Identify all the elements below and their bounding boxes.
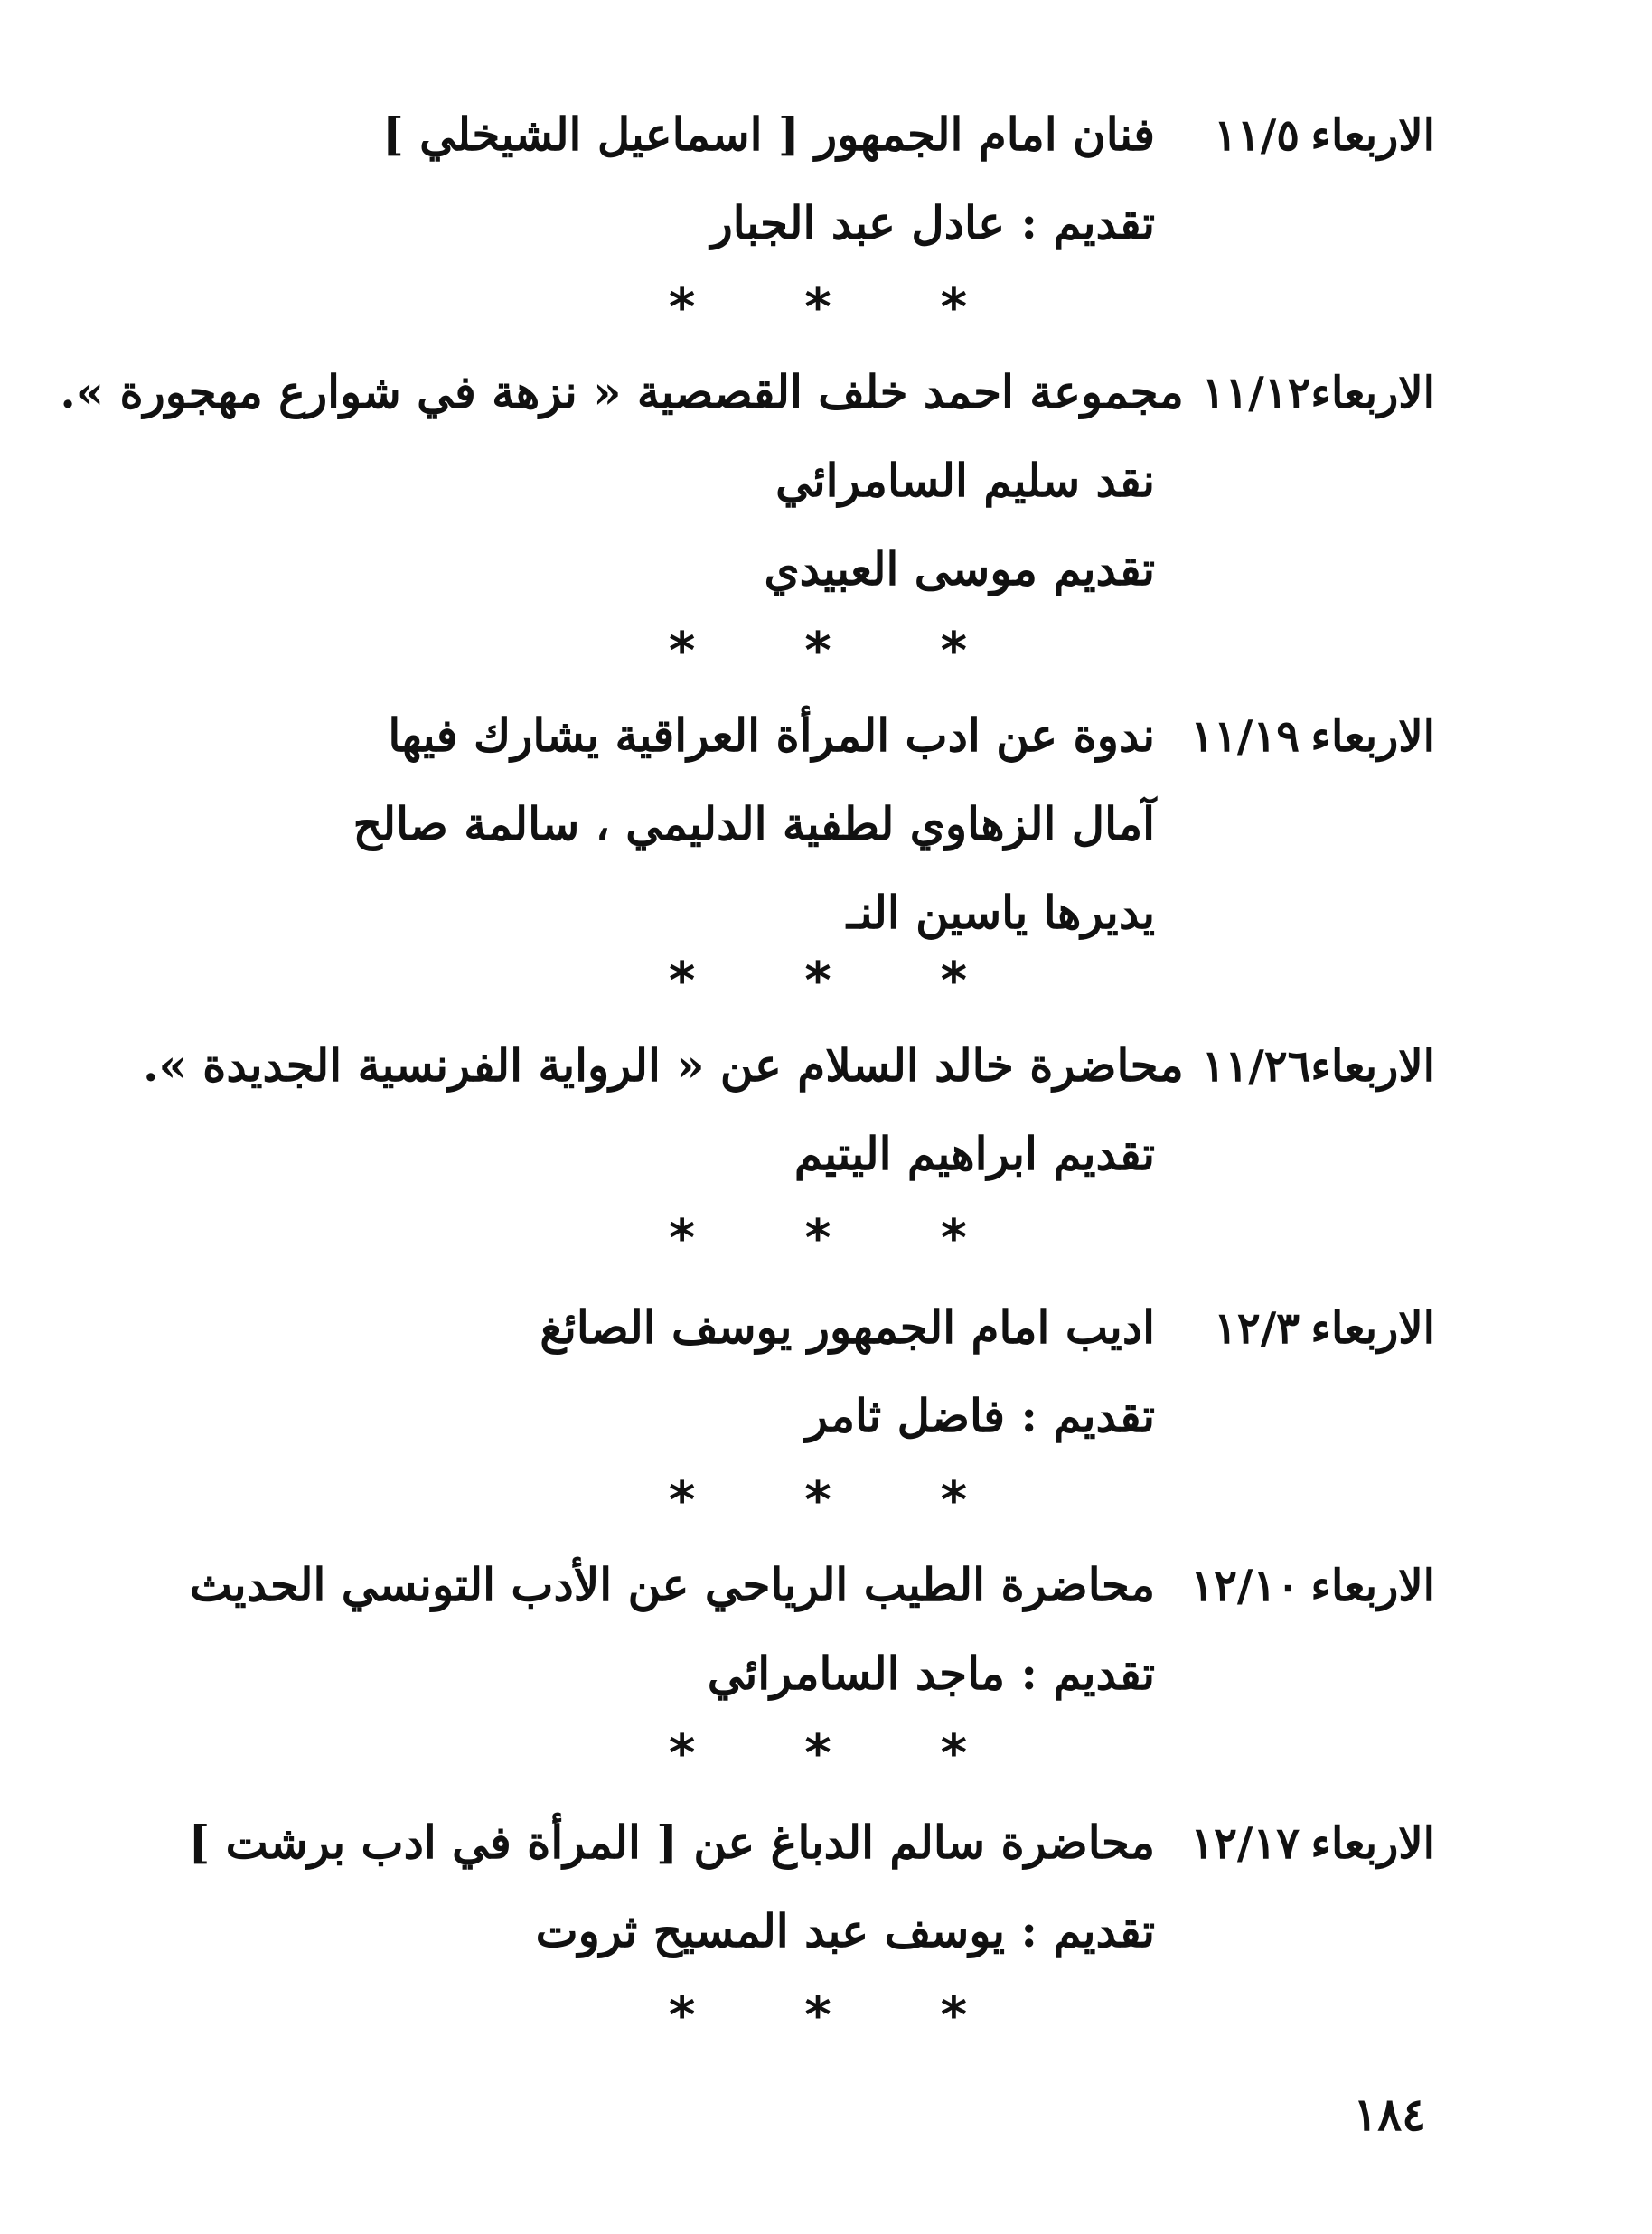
asterisk-divider (669, 1979, 967, 2051)
entry-day: الاربعاء (1310, 1041, 1435, 1092)
entry-title: محاضرة سالم الدباغ عن [ المرأة في ادب برشت ] (188, 1816, 1155, 1869)
asterisk-divider (669, 1202, 967, 1274)
entry-title: محاضرة الطيب الرياحي عن الأدب التونسي الحديث (189, 1558, 1155, 1611)
asterisk-icon: * (804, 1723, 831, 1783)
entry-detail-line: آمال الزهاوي لطفية الدليمي ، سالمة صالح (352, 797, 1155, 850)
asterisk-icon: * (940, 1208, 967, 1268)
schedule-entry-2 (60, 348, 1435, 614)
entry-heading-line (170, 1283, 1435, 1372)
entry-date: ١١/٥ (1214, 110, 1300, 161)
asterisk-icon: * (940, 621, 967, 681)
entry-date: ١١/١٩ (1190, 711, 1300, 762)
entry-day: الاربعاء (1310, 1818, 1435, 1869)
entry-title: مجموعة احمد خلف القصصية « نزهة في شوارع مهجورة ». (60, 365, 1184, 418)
entry-heading-line (143, 1021, 1435, 1110)
entry-detail-line: تقديم ابراهيم اليتيم (793, 1127, 1155, 1180)
asterisk-icon: * (669, 1985, 696, 2045)
asterisk-icon: * (669, 277, 696, 337)
asterisk-icon: * (669, 621, 696, 681)
asterisk-icon: * (940, 951, 967, 1010)
entry-detail-line: تقديم : يوسف عبد المسيح ثروت (535, 1904, 1155, 1957)
asterisk-divider (669, 1464, 967, 1536)
schedule-entry-1 (170, 90, 1435, 268)
asterisk-divider (669, 615, 967, 687)
entry-detail-line: تقديم : عادل عبد الجبار (710, 196, 1155, 249)
asterisk-icon: * (804, 1985, 831, 2045)
entry-detail-line: تقديم : ماجد السامرائي (707, 1647, 1155, 1700)
entry-heading-line (170, 90, 1435, 179)
schedule-entry-4 (143, 1021, 1435, 1198)
entry-heading-line (60, 348, 1435, 436)
entry-title: ندوة عن ادب المرأة العراقية يشارك فيها (388, 709, 1155, 762)
entry-title: محاضرة خالد السلام عن « الرواية الفرنسية الجديدة ». (143, 1038, 1184, 1092)
asterisk-icon: * (940, 1470, 967, 1530)
entry-detail-line: يديرها ياسين النـ (846, 886, 1155, 939)
page-number: ١٨٤ (1353, 2088, 1426, 2141)
entry-heading-line (170, 1798, 1435, 1887)
schedule-entry-3 (170, 691, 1435, 957)
entry-date: ١٢/٣ (1214, 1303, 1300, 1354)
asterisk-icon: * (804, 1208, 831, 1268)
asterisk-icon: * (940, 1985, 967, 2045)
schedule-entry-6 (170, 1541, 1435, 1718)
schedule-entry-5 (170, 1283, 1435, 1460)
asterisk-divider (669, 271, 967, 343)
asterisk-divider (669, 944, 967, 1017)
entry-detail-line: تقديم موسى العبيدي (764, 542, 1155, 596)
asterisk-icon: * (669, 1470, 696, 1530)
asterisk-icon: * (804, 1470, 831, 1530)
asterisk-icon: * (804, 621, 831, 681)
asterisk-divider (669, 1717, 967, 1789)
entry-date: ١٢/١٠ (1190, 1561, 1300, 1611)
entry-day: الاربعاء (1310, 1561, 1435, 1611)
entry-detail-line: نقد سليم السامرائي (775, 454, 1155, 507)
entry-title: فنان امام الجمهور [ اسماعيل الشيخلي ] (382, 108, 1155, 161)
entry-date: ١١/٢٦ (1201, 1041, 1311, 1092)
schedule-entry-7 (170, 1798, 1435, 1976)
entry-heading-line (170, 691, 1435, 780)
entry-day: الاربعاء (1310, 110, 1435, 161)
asterisk-icon: * (804, 951, 831, 1010)
entry-heading-line (170, 1541, 1435, 1629)
entry-date: ١١/١٢ (1201, 368, 1311, 418)
asterisk-icon: * (940, 277, 967, 337)
asterisk-icon: * (669, 951, 696, 1010)
asterisk-icon: * (669, 1208, 696, 1268)
entry-day: الاربعاء (1310, 711, 1435, 762)
entry-day: الاربعاء (1310, 368, 1435, 418)
asterisk-icon: * (940, 1723, 967, 1783)
asterisk-icon: * (669, 1723, 696, 1783)
entry-date: ١٢/١٧ (1190, 1818, 1300, 1869)
entry-detail-line: تقديم : فاضل ثامر (805, 1389, 1155, 1442)
entry-day: الاربعاء (1310, 1303, 1435, 1354)
asterisk-icon: * (804, 277, 831, 337)
entry-title: اديب امام الجمهور يوسف الصائغ (540, 1300, 1155, 1354)
